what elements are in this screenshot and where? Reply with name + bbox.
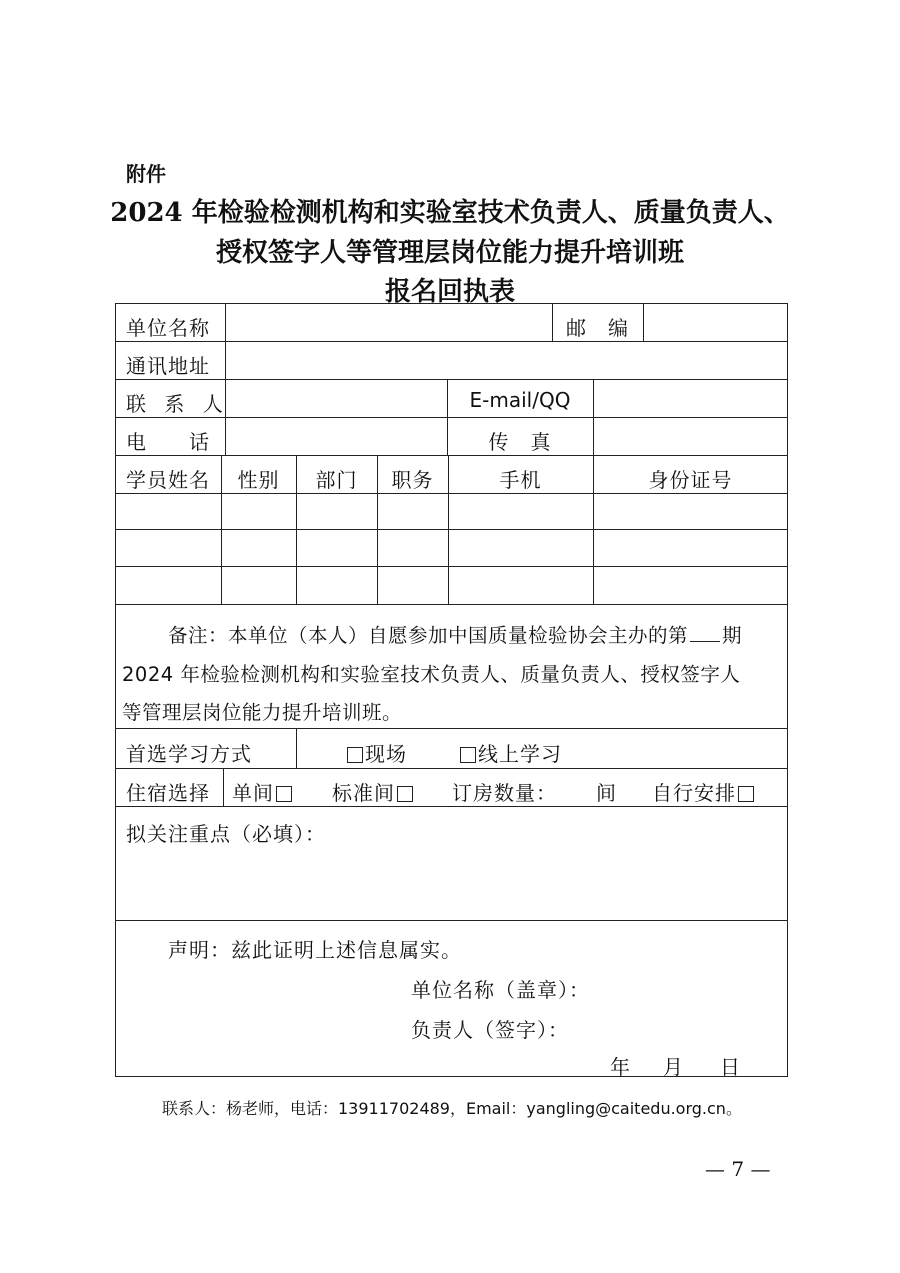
row-divider bbox=[115, 806, 788, 807]
row-divider bbox=[115, 920, 788, 921]
col-divider bbox=[296, 728, 297, 768]
phone-label: 电 话 bbox=[126, 430, 210, 454]
row-divider bbox=[115, 455, 788, 456]
col-divider bbox=[223, 768, 224, 806]
self-arrange-option[interactable]: 自行安排 bbox=[652, 777, 756, 806]
row-divider bbox=[115, 493, 788, 494]
title-line-1: 2024 年检验检测机构和实验室技术负责人、质量负责人、 bbox=[110, 198, 790, 228]
fax-label: 传 真 bbox=[488, 430, 552, 454]
checkbox-icon[interactable] bbox=[460, 747, 476, 763]
col-header-mobile: 手机 bbox=[499, 468, 542, 492]
checkbox-icon[interactable] bbox=[397, 786, 413, 802]
checkbox-icon[interactable] bbox=[276, 786, 292, 802]
room-count-unit: 间 bbox=[596, 781, 617, 805]
col-header-department: 部门 bbox=[315, 468, 358, 492]
row-divider bbox=[115, 379, 788, 380]
row-divider bbox=[115, 604, 788, 605]
seal-label: 单位名称（盖章）： bbox=[411, 978, 590, 1002]
row-divider bbox=[115, 417, 788, 418]
unit-name-label: 单位名称 bbox=[126, 316, 210, 340]
title-line-3: 报名回执表 bbox=[384, 277, 515, 307]
contact-label: 联 系 人 bbox=[126, 392, 229, 416]
note-line-3: 等管理层岗位能力提升培训班。 bbox=[122, 701, 403, 724]
row-divider bbox=[115, 566, 788, 567]
col-header-position: 职务 bbox=[391, 468, 434, 492]
standard-room-option[interactable]: 标准间 bbox=[332, 777, 415, 806]
row-divider bbox=[115, 728, 788, 729]
date-day: 日 bbox=[720, 1055, 741, 1079]
single-room-option[interactable]: 单间 bbox=[232, 777, 294, 806]
signature-label: 负责人（签字）： bbox=[411, 1018, 569, 1042]
col-divider bbox=[225, 303, 226, 455]
date-year: 年 bbox=[610, 1055, 631, 1079]
footer-contact: 联系人：杨老师，电话：13911702489，Email：yangling@caitedu.org.cn。 bbox=[162, 1099, 742, 1118]
note-line-1: 备注：本单位（本人）自愿参加中国质量检验协会主办的第 期 bbox=[168, 624, 743, 647]
page-number: — 7 — bbox=[705, 1157, 771, 1181]
email-qq-label: E-mail/QQ bbox=[469, 388, 571, 412]
attachment-label: 附件 bbox=[126, 162, 166, 186]
study-online-option[interactable]: 线上学习 bbox=[458, 738, 562, 767]
checkbox-icon[interactable] bbox=[738, 786, 754, 802]
date-month: 月 bbox=[663, 1055, 684, 1079]
postcode-label: 邮 编 bbox=[566, 316, 629, 340]
lodging-label: 住宿选择 bbox=[126, 781, 210, 805]
title-line-2: 授权签字人等管理层岗位能力提升培训班 bbox=[215, 238, 684, 268]
col-divider bbox=[643, 303, 644, 341]
focus-label: 拟关注重点（必填）： bbox=[126, 822, 326, 846]
col-header-id-number: 身份证号 bbox=[648, 468, 733, 492]
row-divider bbox=[115, 341, 788, 342]
address-label: 通讯地址 bbox=[126, 354, 210, 378]
study-onsite-option[interactable]: 现场 bbox=[345, 738, 407, 767]
declaration-text: 声明：兹此证明上述信息属实。 bbox=[168, 938, 462, 962]
row-divider bbox=[115, 768, 788, 769]
session-blank[interactable] bbox=[690, 623, 720, 642]
checkbox-icon[interactable] bbox=[347, 747, 363, 763]
col-header-gender: 性别 bbox=[237, 468, 280, 492]
col-divider bbox=[593, 379, 594, 455]
study-mode-label: 首选学习方式 bbox=[126, 742, 252, 766]
note-line-2: 2024 年检验检测机构和实验室技术负责人、质量负责人、授权签字人 bbox=[122, 663, 741, 686]
room-count-label: 订房数量： bbox=[452, 781, 557, 805]
col-header-name: 学员姓名 bbox=[126, 468, 210, 492]
row-divider bbox=[115, 529, 788, 530]
